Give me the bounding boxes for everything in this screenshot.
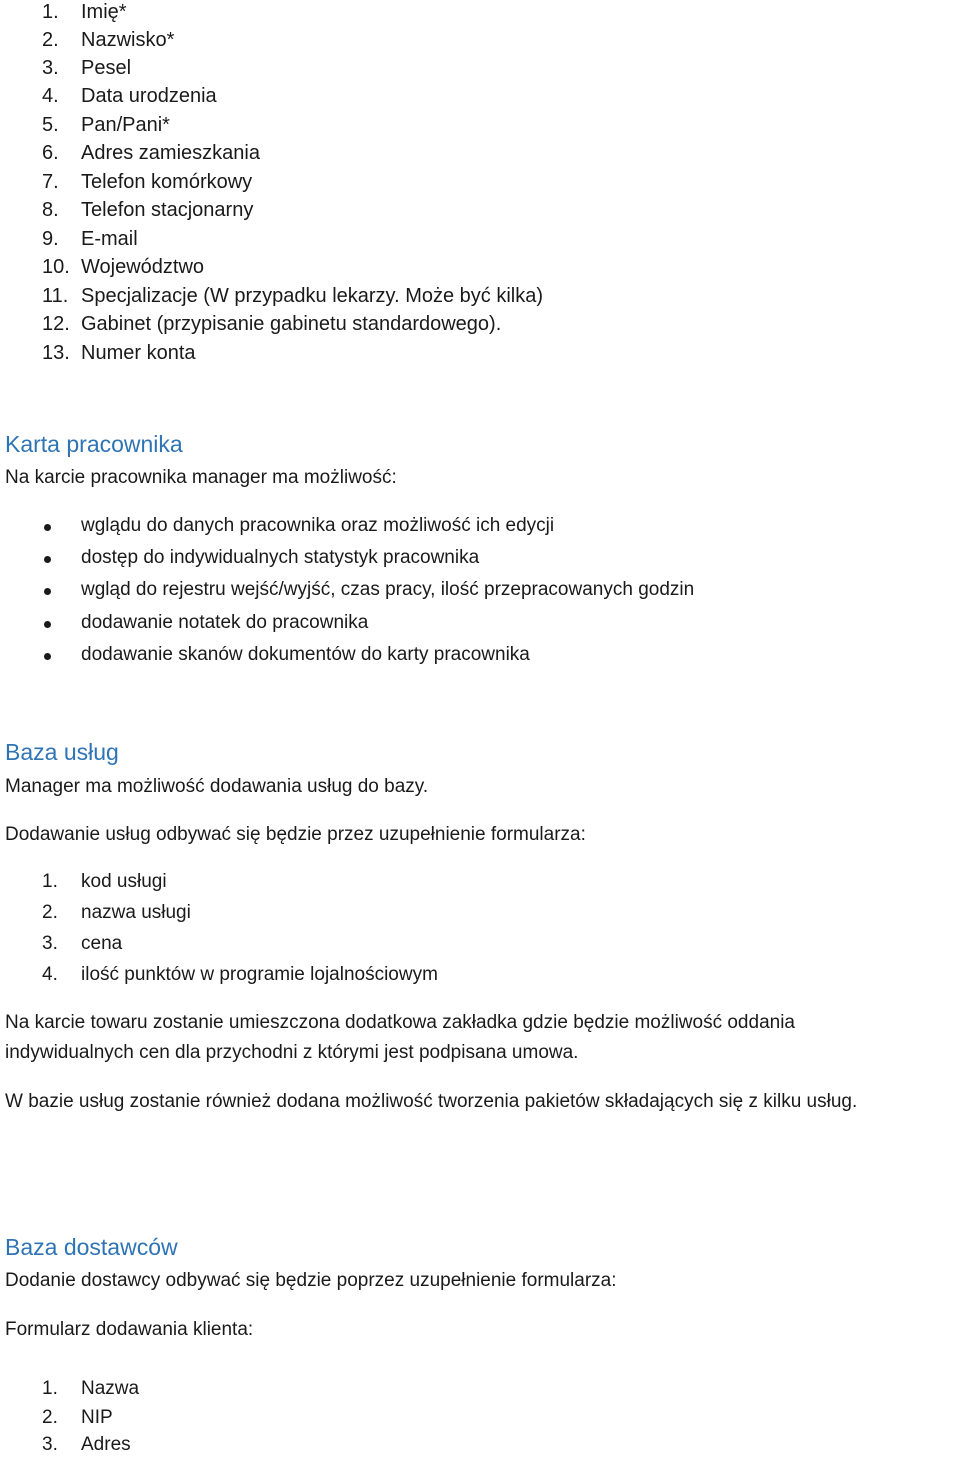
paragraph: Dodawanie usług odbywać się będzie przez uzupełnienie formularza:	[5, 824, 586, 845]
list-number: 10.	[42, 256, 70, 278]
list-number: 7.	[42, 171, 59, 193]
paragraph: W bazie usług zostanie również dodana możliwość tworzenia pakietów składających się z kilku usług.	[5, 1091, 858, 1112]
bullet-text: wgląd do rejestru wejść/wyjść, czas pracy, ilość przepracowanych godzin	[81, 579, 695, 600]
list-number: 6.	[42, 142, 59, 164]
list-number: 2.	[42, 1407, 58, 1428]
list-label: Numer konta	[81, 342, 196, 364]
list-item	[0, 1407, 960, 1431]
list-label: kod usługi	[81, 871, 167, 892]
list-label: E-mail	[81, 228, 138, 250]
bullet-item	[0, 612, 960, 636]
list-number: 12.	[42, 313, 70, 335]
bullet-icon	[44, 556, 51, 563]
list-number: 8.	[42, 199, 59, 221]
list-label: ilość punktów w programie lojalnościowym	[81, 964, 438, 985]
list-number: 3.	[42, 57, 59, 79]
list-number: 13.	[42, 342, 70, 364]
list-number: 3.	[42, 933, 58, 954]
list-number: 9.	[42, 228, 59, 250]
list-item	[0, 1378, 960, 1402]
list-number: 4.	[42, 964, 58, 985]
list-number: 1.	[42, 1, 59, 23]
list-label: Adres zamieszkania	[81, 142, 260, 164]
bullet-icon	[44, 653, 51, 660]
bullet-text: wglądu do danych pracownika oraz możliwość ich edycji	[81, 515, 555, 536]
bullet-item	[0, 644, 960, 668]
list-label: Pesel	[81, 57, 132, 79]
list-number: 2.	[42, 902, 58, 923]
bullet-item	[0, 579, 960, 603]
bullet-item	[0, 515, 960, 539]
bullet-icon	[44, 621, 51, 628]
list-item	[0, 933, 960, 957]
list-label: cena	[81, 933, 123, 954]
list-item	[0, 871, 960, 895]
bullet-text: dodawanie notatek do pracownika	[81, 612, 369, 633]
list-label: Telefon komórkowy	[81, 171, 253, 193]
bullet-item	[0, 547, 960, 571]
list-label: Specjalizacje (W przypadku lekarzy. Może być kilka)	[81, 285, 544, 307]
list-label: NIP	[81, 1407, 113, 1428]
list-number: 11.	[42, 285, 69, 307]
list-item	[0, 964, 960, 988]
list-number: 1.	[42, 871, 58, 892]
list-number: 5.	[42, 114, 59, 136]
list-number: 3.	[42, 1434, 58, 1455]
list-label: Adres	[81, 1434, 131, 1455]
paragraph: Formularz dodawania klienta:	[5, 1319, 254, 1340]
list-label: Nazwisko*	[81, 29, 175, 51]
list-label: Data urodzenia	[81, 85, 217, 107]
bullet-text: dostęp do indywidualnych statystyk pracownika	[81, 547, 480, 568]
list-label: Telefon stacjonarny	[81, 199, 254, 221]
list-label: Nazwa	[81, 1378, 140, 1399]
paragraph: Manager ma możliwość dodawania usług do bazy.	[5, 776, 429, 797]
section-heading-dostawcy: Baza dostawców	[5, 1234, 178, 1260]
paragraph: Na karcie pracownika manager ma możliwość:	[5, 467, 397, 488]
paragraph: Dodanie dostawcy odbywać się będzie poprzez uzupełnienie formularza:	[5, 1270, 617, 1291]
list-item	[0, 902, 960, 926]
list-label: nazwa usługi	[81, 902, 191, 923]
list-number: 4.	[42, 85, 59, 107]
list-label: Imię*	[81, 1, 127, 23]
list-label: Gabinet (przypisanie gabinetu standardowego).	[81, 313, 502, 335]
bullet-text: dodawanie skanów dokumentów do karty pracownika	[81, 644, 530, 665]
section-heading-uslugi: Baza usług	[5, 739, 119, 765]
list-label: Pan/Pani*	[81, 114, 170, 136]
bullet-icon	[44, 524, 51, 531]
paragraph: indywidualnych cen dla przychodni z którymi jest podpisana umowa.	[5, 1042, 579, 1063]
section-heading-karta: Karta pracownika	[5, 431, 183, 457]
bullet-icon	[44, 588, 51, 595]
list-number: 2.	[42, 29, 59, 51]
list-number: 1.	[42, 1378, 58, 1399]
list-label: Województwo	[81, 256, 205, 278]
list-item	[0, 1434, 960, 1458]
paragraph: Na karcie towaru zostanie umieszczona dodatkowa zakładka gdzie będzie możliwość oddania	[5, 1012, 795, 1033]
